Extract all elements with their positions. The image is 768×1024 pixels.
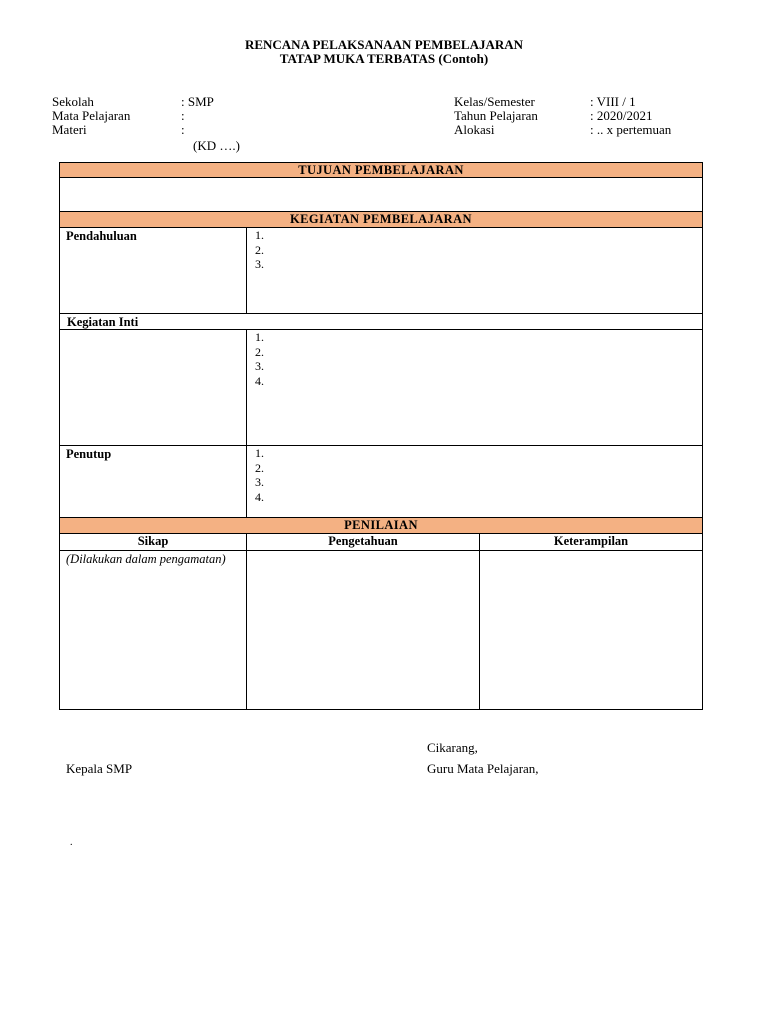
subject-label: Mata Pelajaran [52, 108, 131, 123]
teacher-label: Guru Mata Pelajaran, [427, 761, 539, 776]
kegiatan-header: KEGIATAN PEMBELAJARAN [59, 212, 703, 228]
penutup-label-cell [60, 446, 247, 517]
penilaian-header: PENILAIAN [59, 518, 703, 534]
kegiatan-inti-empty-cell [60, 330, 247, 445]
list-item: 3. [255, 257, 264, 272]
list-item: 1. [255, 446, 264, 460]
pengetahuan-column-header: Pengetahuan [247, 534, 480, 550]
penutup-items [247, 446, 702, 517]
sikap-column-header: Sikap [60, 534, 247, 550]
material-label: Materi [52, 122, 87, 137]
school-label: Sekolah [52, 94, 94, 109]
kd-placeholder: (KD ….) [193, 138, 240, 153]
material-value: : [181, 122, 185, 137]
kegiatan-inti-label: Kegiatan Inti [67, 315, 139, 329]
list-item: 2. [255, 242, 264, 257]
pendahuluan-row [59, 228, 703, 314]
kegiatan-inti-label-row [59, 314, 703, 330]
penutup-label: Penutup [66, 447, 112, 461]
school-year-label: Tahun Pelajaran [454, 108, 538, 123]
list-item: 2. [255, 460, 264, 475]
document-title: RENCANA PELAKSANAAN PEMBELAJARAN [244, 37, 524, 52]
allocation-label: Alokasi [454, 122, 495, 137]
subject-value: : [181, 108, 185, 123]
list-item: 2. [255, 344, 264, 359]
headmaster-label: Kepala SMP [66, 761, 133, 776]
kegiatan-inti-items [247, 330, 702, 445]
allocation-value: : .. x pertemuan [590, 122, 672, 137]
school-value: : SMP [181, 94, 214, 109]
pengetahuan-cell [247, 551, 480, 709]
stray-dot: . [70, 837, 73, 848]
lesson-plan-table [59, 162, 703, 710]
pendahuluan-label: Pendahuluan [66, 229, 137, 243]
sikap-cell [60, 551, 247, 709]
list-item: 1. [255, 228, 264, 242]
sikap-note: (Dilakukan dalam pengamatan) [66, 552, 226, 566]
kegiatan-inti-row [59, 330, 703, 446]
list-item: 4. [255, 489, 264, 504]
pendahuluan-label-cell [60, 228, 247, 313]
school-year-value: : 2020/2021 [590, 108, 653, 123]
keterampilan-column-header: Keterampilan [553, 534, 629, 548]
signature-place: Cikarang, [427, 740, 478, 755]
assessment-header-row [59, 534, 703, 551]
assessment-content-row [59, 551, 703, 710]
tujuan-content-cell [59, 178, 703, 212]
document-subtitle: TATAP MUKA TERBATAS (Contoh) [279, 51, 489, 66]
class-semester-label: Kelas/Semester [454, 94, 535, 109]
class-semester-value: : VIII / 1 [590, 94, 636, 109]
list-item: 4. [255, 373, 264, 388]
penutup-row [59, 446, 703, 518]
list-item: 1. [255, 330, 264, 344]
list-item: 3. [255, 359, 264, 374]
tujuan-header: TUJUAN PEMBELAJARAN [59, 162, 703, 178]
pendahuluan-items [247, 228, 702, 313]
list-item: 3. [255, 475, 264, 490]
keterampilan-cell [480, 551, 702, 709]
